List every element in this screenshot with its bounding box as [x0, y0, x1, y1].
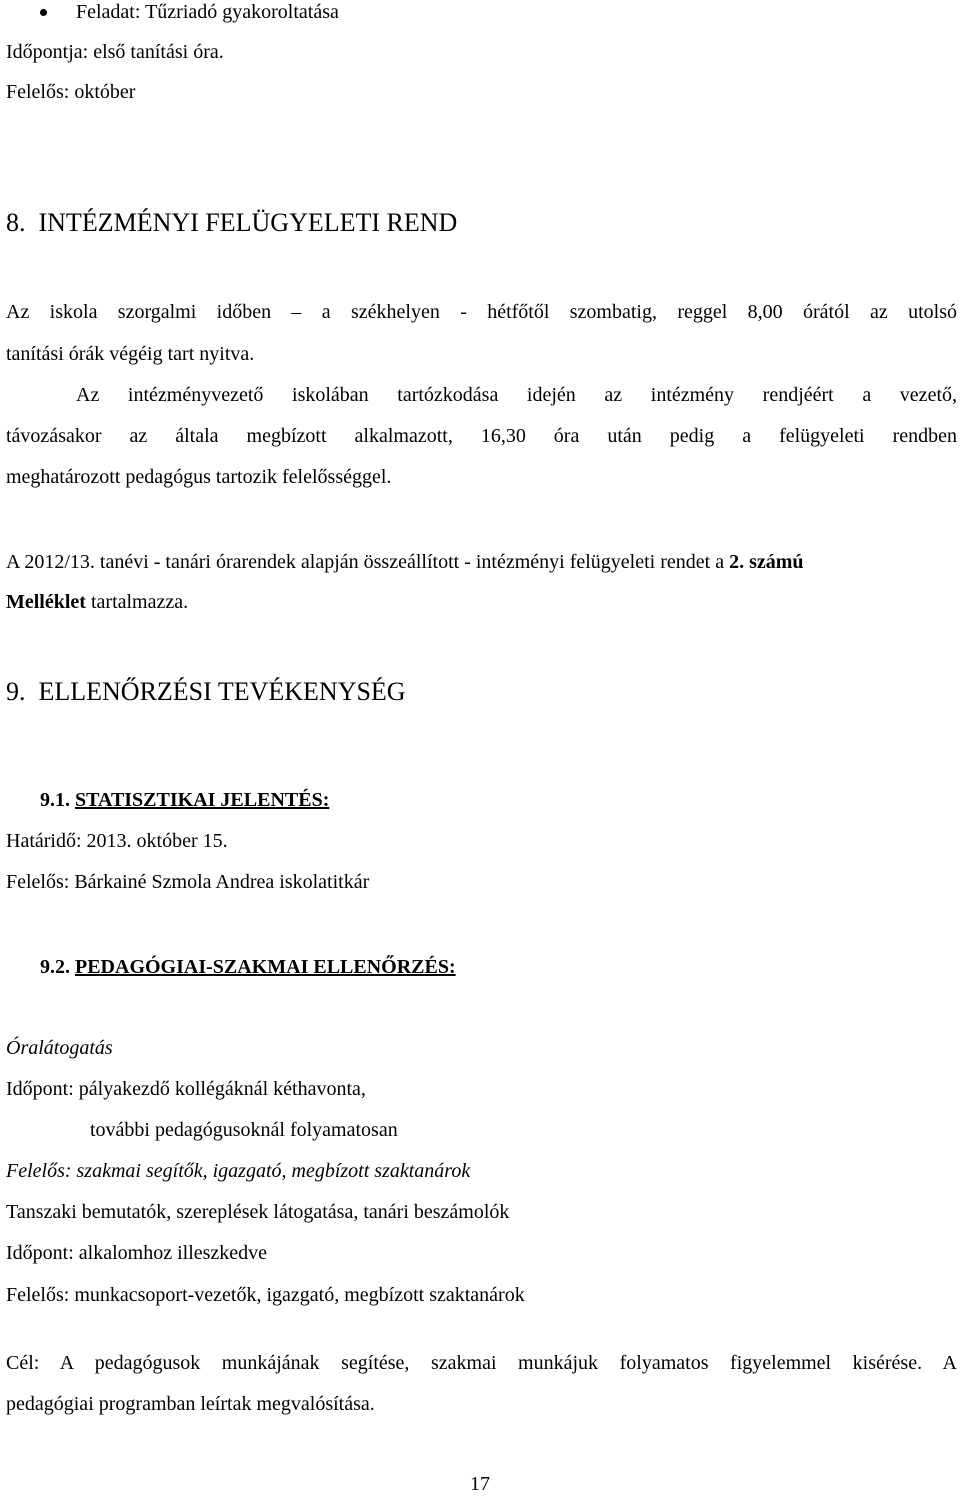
class-visit-title: Óralátogatás [6, 1037, 113, 1059]
demo-responsible: Felelős: munkacsoport-vezetők, igazgató, megbízott szaktanárok [6, 1284, 525, 1306]
bullet-item [0, 0, 960, 24]
paragraph-2-line-2: távozásakor az általa megbízott alkalmazott, 16,30 óra után pedig a felügyeleti rendben [6, 425, 957, 447]
section-8-heading [6, 208, 457, 238]
subsection-9-2-title: PEDAGÓGIAI-SZAKMAI ELLENŐRZÉS: [75, 956, 456, 978]
bullet-icon [40, 9, 47, 16]
subsection-9-1-heading [40, 788, 329, 812]
responsible-text: Felelős: október [6, 81, 136, 103]
subsection-9-1-title: STATISZTIKAI JELENTÉS: [75, 789, 330, 811]
paragraph-1-line-2: tanítási órák végéig tart nyitva. [6, 343, 255, 365]
section-9-heading [6, 677, 406, 707]
time-text: Időpontja: első tanítási óra. [6, 41, 224, 63]
paragraph-3-text: A 2012/13. tanévi - tanári órarendek alapján összeállított - intézményi felügyeleti rendet a [6, 551, 730, 573]
paragraph-1-line-1: Az iskola szorgalmi időben – a székhelyen - hétfőtől szombatig, reggel 8,00 órától az utolsó [6, 301, 957, 323]
paragraph-3-end: tartalmazza. [85, 591, 189, 613]
paragraph-3-line-1 [6, 550, 804, 574]
page-number: 17 [470, 1473, 490, 1495]
subsection-9-2-heading [40, 955, 456, 979]
class-visit-time-2: további pedagógusoknál folyamatosan [90, 1119, 398, 1141]
demo-title: Tanszaki bemutatók, szereplések látogatása, tanári beszámolók [6, 1201, 510, 1223]
paragraph-2-line-1: Az intézményvezető iskolában tartózkodása idején az intézmény rendjéért a vezető, [76, 384, 957, 406]
paragraph-2-line-3: meghatározott pedagógus tartozik felelősséggel. [6, 466, 392, 488]
section-8-title: INTÉZMÉNYI FELÜGYELETI REND [38, 208, 458, 237]
goal-line-2: pedagógiai programban leírtak megvalósítása. [6, 1393, 375, 1415]
subsection-9-2-number: 9.2. [40, 956, 70, 978]
section-9-number: 9. [6, 677, 26, 706]
demo-time: Időpont: alkalomhoz illeszkedve [6, 1242, 268, 1264]
appendix-number: 2. számú [729, 551, 804, 573]
class-visit-time-1: Időpont: pályakezdő kollégáknál kéthavonta, [6, 1078, 366, 1100]
task-text: Feladat: Tűzriadó gyakoroltatása [76, 1, 339, 23]
statistics-responsible-text: Felelős: Bárkainé Szmola Andrea iskolatitkár [6, 871, 370, 893]
goal-line-1: Cél: A pedagógusok munkájának segítése, szakmai munkájuk folyamatos figyelemmel kisérése. A [6, 1352, 957, 1374]
section-9-title: ELLENŐRZÉSI TEVÉKENYSÉG [38, 677, 406, 706]
section-8-number: 8. [6, 208, 26, 237]
subsection-9-1-number: 9.1. [40, 789, 70, 811]
deadline-text: Határidő: 2013. október 15. [6, 830, 228, 852]
class-visit-responsible: Felelős: szakmai segítők, igazgató, megbízott szaktanárok [6, 1160, 471, 1182]
paragraph-3-line-2 [6, 590, 188, 614]
appendix-label: Melléklet [6, 591, 86, 613]
